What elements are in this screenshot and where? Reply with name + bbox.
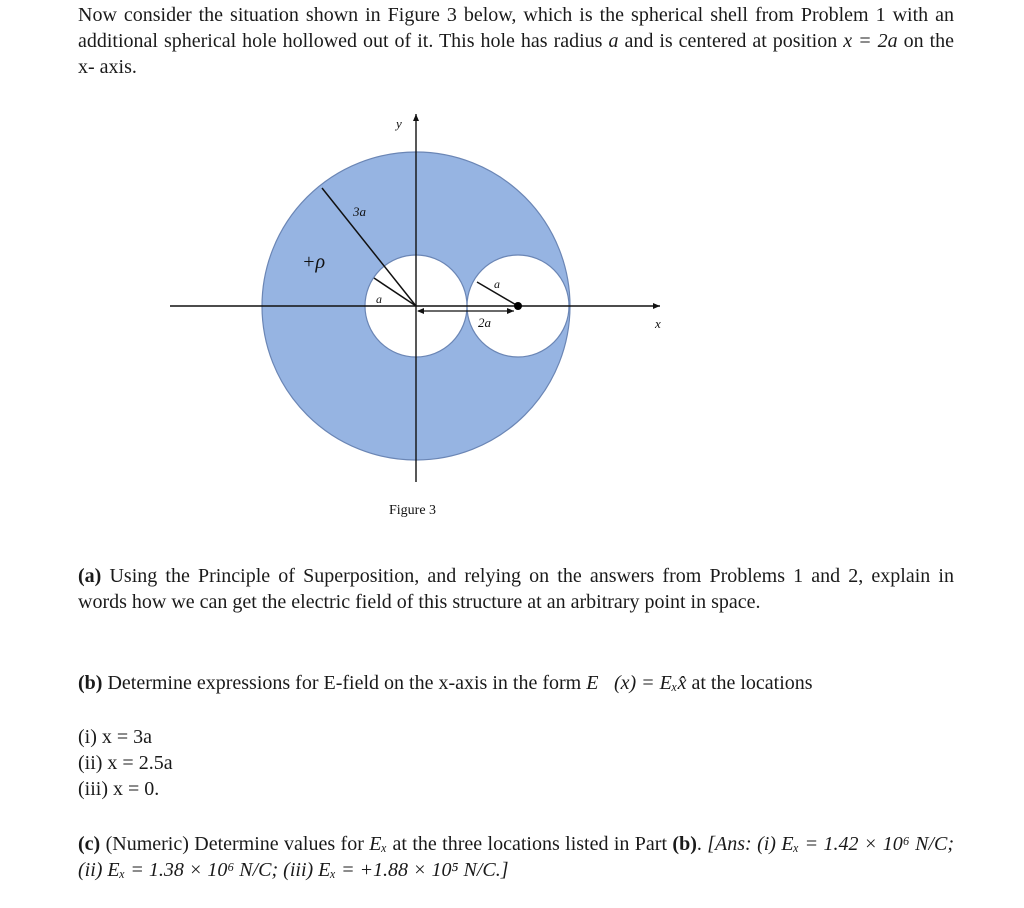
intro-var-a: a [608,30,619,52]
part-b-label: (b) [78,672,103,694]
part-c-paragraph [78,831,954,883]
part-c-text-2: at the three locations listed in Part [387,833,673,855]
part-b-text-1: Determine expressions for E-field on the x-axis in the form [102,672,587,694]
part-a-paragraph [78,563,954,615]
part-b-text-2: at the locations [686,672,813,694]
part-a-text: Using the Principle of Superposition, and relying on the answers from Problems 1 and 2, explain in words how we can get the electric field of this structure at an arbitrary point in space. [78,565,954,613]
part-b-equation: E⃗(x) = Eₓx̂ [586,672,687,694]
intro-text-2: and is centered at position [618,30,844,52]
location-item: (ii) x = 2.5a [78,752,173,774]
rho-label: +ρ [302,251,326,273]
hole-radius-label: a [494,277,500,291]
inner-radius-label: a [376,292,382,306]
intro-eq-position: x = 2a [843,30,898,52]
part-c-var-ex: Eₓ [369,833,388,855]
part-c-answer: [Ans: (i) Eₓ = 1.42 × 10⁶ N/C; (ii) Eₓ = 1.38 × 10⁶ N/C; (iii) Eₓ = +1.88 × 10⁵ N/C.] [78,833,955,881]
part-c-text-3: . [696,833,708,855]
offset-label: 2a [478,315,491,330]
y-axis-label: y [396,116,402,131]
part-c-label: (c) [78,833,101,855]
outer-radius-label: 3a [353,204,366,219]
location-item: (iii) x = 0. [78,778,160,800]
part-a-label: (a) [78,565,102,587]
hole-center-dot [514,302,522,310]
x-axis-label: x [655,316,661,331]
location-item: (i) x = 3a [78,726,153,748]
part-c-ref-b: (b) [672,833,697,855]
intro-text-1: Now consider the situation shown in Figure 3 below, which is the spherical shell from Problem 1 with an additional spherical hole hollowed out of it. This hole has radius [78,4,954,52]
intro-text-3: on the x- axis. [78,30,955,78]
part-c-text-1: (Numeric) Determine values for [100,833,370,855]
figure-caption: Figure 3 [389,503,437,518]
part-b-locations-list [78,724,173,802]
part-b-paragraph [78,670,954,696]
